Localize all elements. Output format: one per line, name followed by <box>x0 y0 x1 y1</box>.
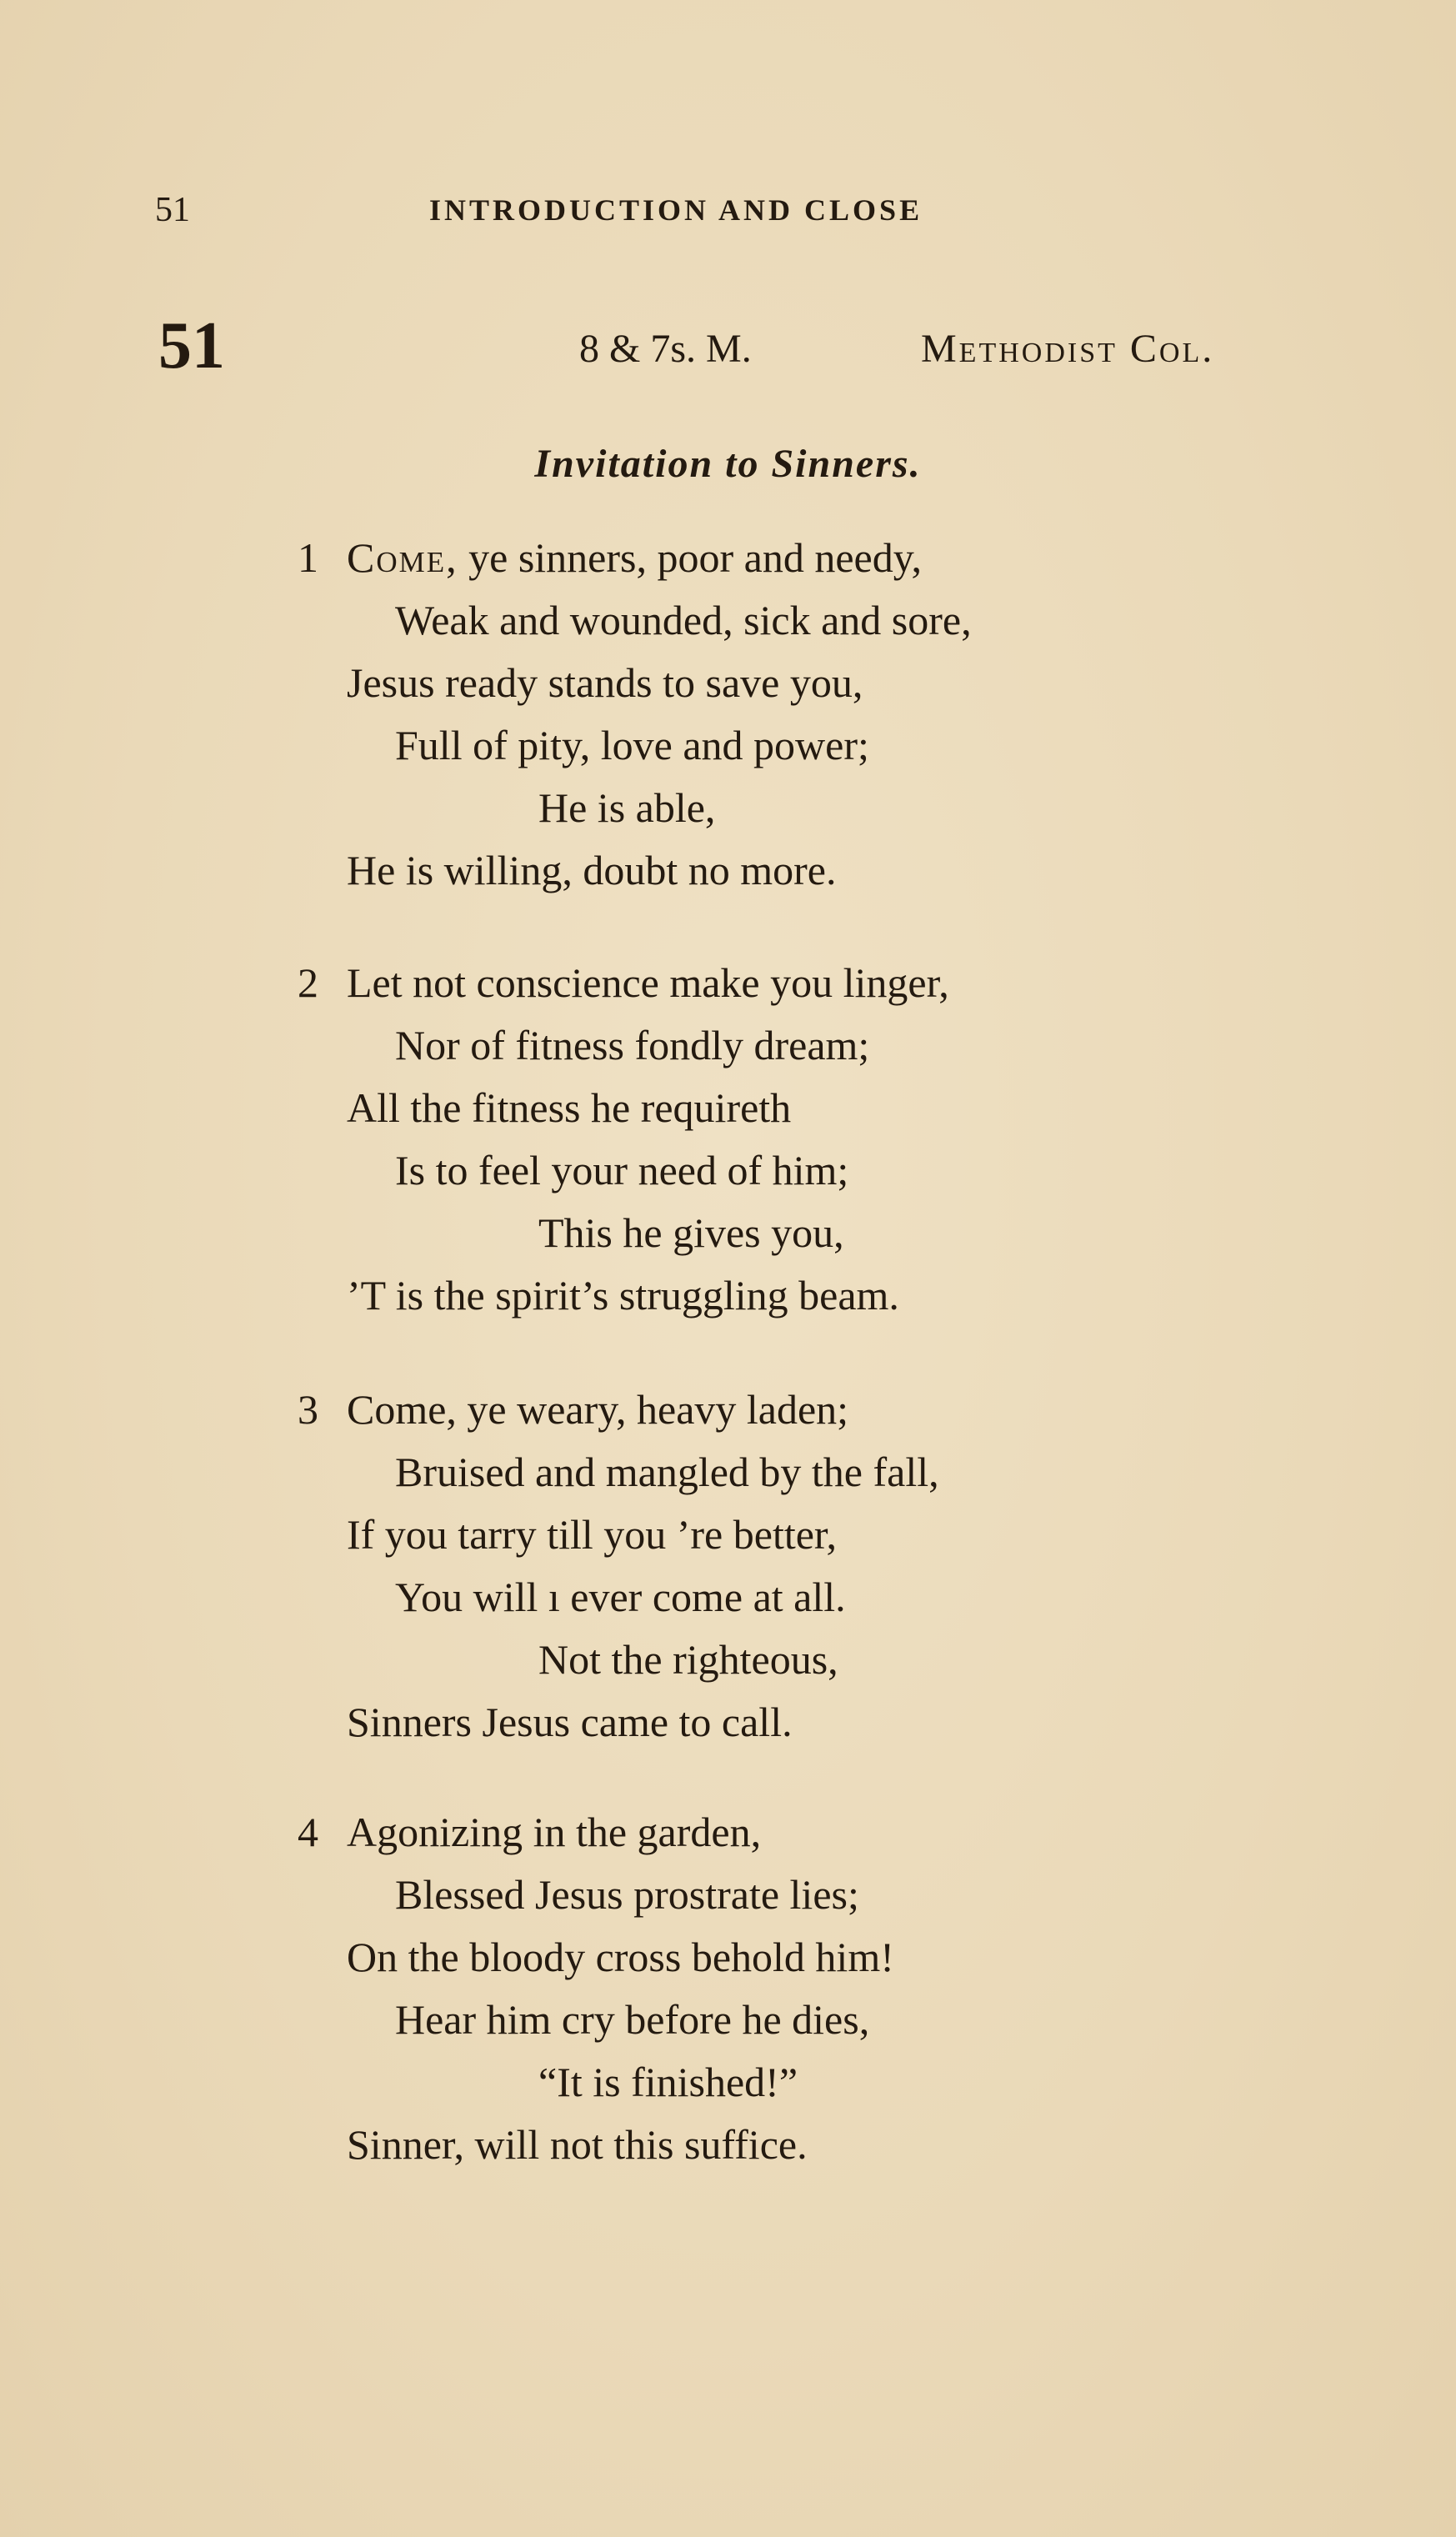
running-head <box>0 185 1456 235</box>
hymn-heading <box>0 308 1456 383</box>
stanza-line: Hear him cry before he dies, <box>395 1996 870 2043</box>
hymn-source: Methodist Col. <box>921 327 1215 371</box>
stanza-line: He is able, <box>538 784 716 831</box>
stanza-line: Nor of fitness fondly dream; <box>395 1022 870 1068</box>
stanza-line: ’T is the spirit’s struggling beam. <box>347 1272 899 1319</box>
stanza-line: Come, ye sinners, poor and needy, <box>347 534 922 581</box>
stanza-line: Blessed Jesus prostrate lies; <box>395 1871 859 1918</box>
stanza-number: 3 <box>298 1386 318 1433</box>
stanza-line: Full of pity, love and power; <box>395 722 869 768</box>
stanza-line: All the fitness he requireth <box>347 1084 792 1131</box>
stanza-line: Agonizing in the garden, <box>347 1809 762 1855</box>
stanza-number: 2 <box>298 959 318 1006</box>
stanza-line: He is willing, doubt no more. <box>347 847 837 893</box>
stanza-line: Jesus ready stands to save you, <box>347 659 863 706</box>
stanza-line: Bruised and mangled by the fall, <box>395 1449 939 1495</box>
stanza-line: Is to feel your need of him; <box>395 1147 849 1193</box>
stanza-line: Sinner, will not this suffice. <box>347 2121 808 2168</box>
stanza-line: Let not conscience make you linger, <box>347 959 949 1006</box>
stanza-line: Not the righteous, <box>538 1636 838 1683</box>
stanza-line: Weak and wounded, sick and sore, <box>395 597 972 643</box>
stanza-first-word: Come, <box>347 534 458 581</box>
stanza-line: On the bloody cross behold him! <box>347 1934 894 1980</box>
hymn-number: 51 <box>158 309 225 383</box>
stanza-line: Come, ye weary, heavy laden; <box>347 1386 849 1433</box>
stanza-line: If you tarry till you ’re better, <box>347 1511 838 1558</box>
hymn-title: Invitation to Sinners. <box>534 442 922 486</box>
hymn-meter: 8 & 7s. M. <box>579 327 752 371</box>
stanza-number: 1 <box>298 534 318 581</box>
running-head-title: INTRODUCTION AND CLOSE <box>429 193 923 227</box>
stanza-line: You will ı ever come at all. <box>395 1574 846 1620</box>
stanza-line: This he gives you, <box>538 1209 844 1256</box>
stanza-line: Sinners Jesus came to call. <box>347 1699 793 1745</box>
stanza-number: 4 <box>298 1809 318 1855</box>
stanza-line: “It is finished!” <box>538 2059 798 2105</box>
page-number: 51 <box>155 191 190 229</box>
